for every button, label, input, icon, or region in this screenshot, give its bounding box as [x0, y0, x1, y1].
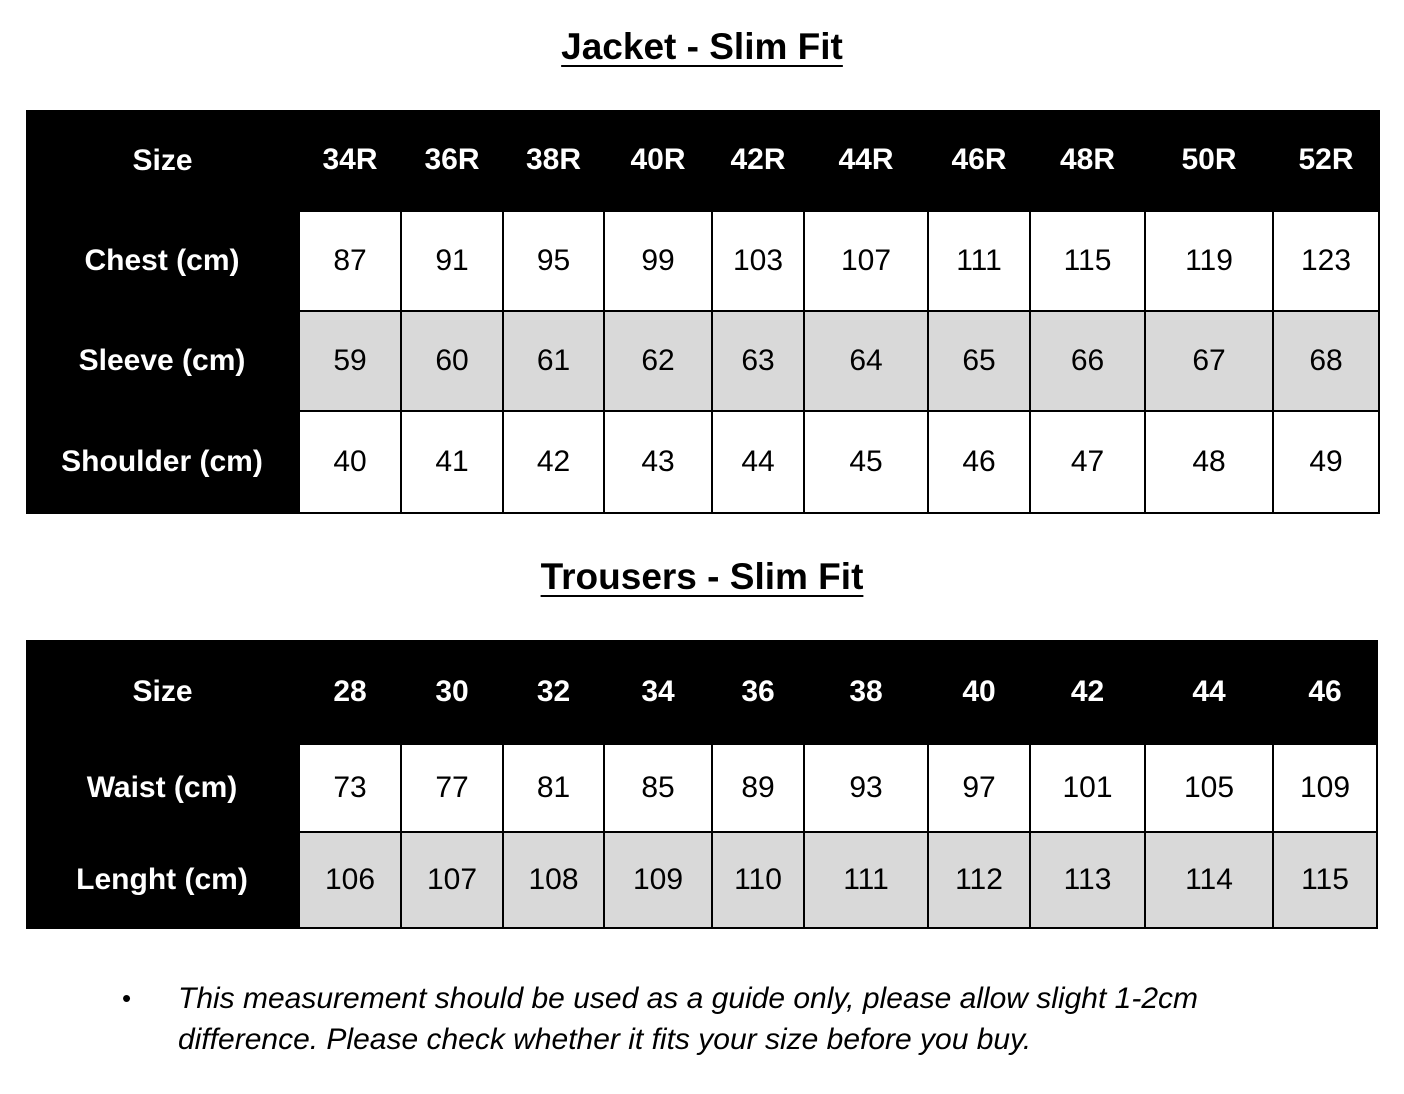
trousers-header-label: Size	[26, 640, 299, 744]
table-cell: 103	[712, 211, 804, 311]
table-cell: 59	[299, 311, 401, 411]
bullet-icon: •	[122, 983, 132, 1013]
table-cell: 46	[928, 411, 1030, 513]
table-cell: 61	[503, 311, 604, 411]
table-cell: 113	[1030, 832, 1145, 928]
table-cell: 95	[503, 211, 604, 311]
table-cell: 111	[804, 832, 928, 928]
jacket-shoulder-row	[26, 411, 1379, 513]
jacket-title: Jacket - Slim Fit	[561, 26, 843, 67]
jacket-row-label: Shoulder (cm)	[26, 411, 299, 513]
table-cell: 60	[401, 311, 503, 411]
trousers-title: Trousers - Slim Fit	[540, 556, 864, 597]
jacket-size-header: 48R	[1030, 110, 1145, 211]
table-cell: 106	[299, 832, 401, 928]
table-cell: 110	[712, 832, 804, 928]
table-cell: 77	[401, 744, 503, 832]
table-cell: 105	[1145, 744, 1273, 832]
trousers-row-label: Lenght (cm)	[26, 832, 299, 928]
table-cell: 43	[604, 411, 712, 513]
table-cell: 65	[928, 311, 1030, 411]
jacket-size-header: 52R	[1273, 110, 1379, 211]
table-cell: 66	[1030, 311, 1145, 411]
jacket-size-header: 50R	[1145, 110, 1273, 211]
table-cell: 62	[604, 311, 712, 411]
trousers-waist-row	[26, 744, 1377, 832]
table-cell: 40	[299, 411, 401, 513]
table-cell: 111	[928, 211, 1030, 311]
table-cell: 97	[928, 744, 1030, 832]
table-cell: 115	[1030, 211, 1145, 311]
table-cell: 109	[1273, 744, 1377, 832]
table-cell: 93	[804, 744, 928, 832]
table-cell: 47	[1030, 411, 1145, 513]
jacket-size-header: 38R	[503, 110, 604, 211]
jacket-size-header: 34R	[299, 110, 401, 211]
trousers-length-row	[26, 832, 1377, 928]
table-cell: 48	[1145, 411, 1273, 513]
trousers-size-header: 44	[1145, 640, 1273, 744]
table-cell: 91	[401, 211, 503, 311]
trousers-size-header: 36	[712, 640, 804, 744]
trousers-size-header: 34	[604, 640, 712, 744]
jacket-size-header: 36R	[401, 110, 503, 211]
measurement-note	[122, 978, 1250, 1060]
table-cell: 109	[604, 832, 712, 928]
table-cell: 107	[804, 211, 928, 311]
table-cell: 87	[299, 211, 401, 311]
table-cell: 123	[1273, 211, 1379, 311]
trousers-size-header: 40	[928, 640, 1030, 744]
trousers-size-header: 42	[1030, 640, 1145, 744]
trousers-size-header: 46	[1273, 640, 1377, 744]
jacket-chest-row	[26, 211, 1379, 311]
table-cell: 42	[503, 411, 604, 513]
jacket-size-header: 44R	[804, 110, 928, 211]
table-cell: 44	[712, 411, 804, 513]
trousers-row-label: Waist (cm)	[26, 744, 299, 832]
trousers-size-header: 28	[299, 640, 401, 744]
table-cell: 112	[928, 832, 1030, 928]
jacket-row-label: Chest (cm)	[26, 211, 299, 311]
table-cell: 64	[804, 311, 928, 411]
table-cell: 67	[1145, 311, 1273, 411]
jacket-sleeve-row	[26, 311, 1379, 411]
jacket-header-label: Size	[26, 110, 299, 211]
note-text: This measurement should be used as a guide only, please allow slight 1-2cm difference. Please check whether it fits your size before you buy.	[178, 982, 1198, 1056]
table-cell: 108	[503, 832, 604, 928]
table-cell: 63	[712, 311, 804, 411]
table-cell: 41	[401, 411, 503, 513]
jacket-size-header: 40R	[604, 110, 712, 211]
jacket-header-row	[26, 110, 1379, 211]
table-cell: 49	[1273, 411, 1379, 513]
jacket-size-header: 46R	[928, 110, 1030, 211]
trousers-size-table	[26, 640, 1378, 929]
jacket-size-table	[26, 110, 1380, 514]
table-cell: 73	[299, 744, 401, 832]
jacket-size-header: 42R	[712, 110, 804, 211]
jacket-row-label: Sleeve (cm)	[26, 311, 299, 411]
table-cell: 85	[604, 744, 712, 832]
trousers-size-header: 32	[503, 640, 604, 744]
table-cell: 81	[503, 744, 604, 832]
table-cell: 101	[1030, 744, 1145, 832]
table-cell: 115	[1273, 832, 1377, 928]
table-cell: 99	[604, 211, 712, 311]
table-cell: 114	[1145, 832, 1273, 928]
table-cell: 45	[804, 411, 928, 513]
table-cell: 89	[712, 744, 804, 832]
trousers-size-header: 38	[804, 640, 928, 744]
table-cell: 107	[401, 832, 503, 928]
table-cell: 119	[1145, 211, 1273, 311]
trousers-header-row	[26, 640, 1377, 744]
table-cell: 68	[1273, 311, 1379, 411]
trousers-size-header: 30	[401, 640, 503, 744]
